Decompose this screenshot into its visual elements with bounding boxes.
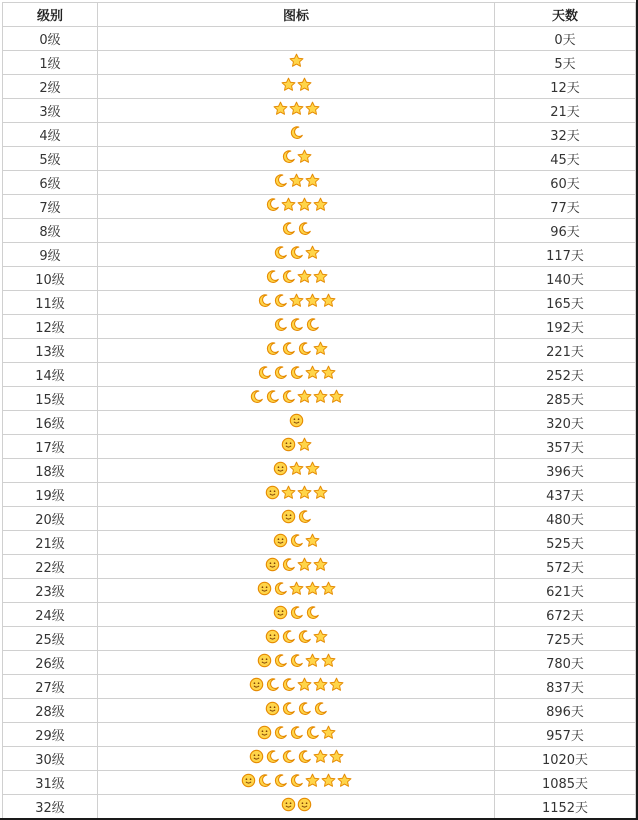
table-row bbox=[3, 195, 636, 219]
moon-icon bbox=[281, 629, 296, 644]
star-icon bbox=[313, 341, 328, 356]
table-row bbox=[3, 411, 636, 435]
icon-group bbox=[281, 149, 312, 165]
days-cell: 621天 bbox=[495, 579, 636, 603]
star-icon bbox=[305, 365, 320, 380]
star-icon bbox=[289, 581, 304, 596]
days-cell: 45天 bbox=[495, 147, 636, 171]
icon-group bbox=[273, 605, 320, 621]
star-icon bbox=[321, 773, 336, 788]
icon-cell bbox=[98, 699, 495, 723]
table-row bbox=[3, 483, 636, 507]
level-cell: 2级 bbox=[3, 75, 98, 99]
star-icon bbox=[273, 101, 288, 116]
level-cell: 18级 bbox=[3, 459, 98, 483]
icon-cell bbox=[98, 579, 495, 603]
star-icon bbox=[337, 773, 352, 788]
star-icon bbox=[297, 485, 312, 500]
icon-group bbox=[273, 245, 320, 261]
level-cell: 9级 bbox=[3, 243, 98, 267]
star-icon bbox=[313, 197, 328, 212]
star-icon bbox=[305, 461, 320, 476]
star-icon bbox=[329, 677, 344, 692]
star-icon bbox=[297, 197, 312, 212]
level-cell: 10级 bbox=[3, 267, 98, 291]
icon-cell bbox=[98, 459, 495, 483]
icon-group bbox=[265, 557, 328, 573]
icon-group bbox=[265, 197, 328, 213]
star-icon bbox=[297, 437, 312, 452]
moon-icon bbox=[273, 653, 288, 668]
level-cell: 8级 bbox=[3, 219, 98, 243]
icon-cell bbox=[98, 675, 495, 699]
moon-icon bbox=[281, 557, 296, 572]
star-icon bbox=[313, 749, 328, 764]
table-row bbox=[3, 387, 636, 411]
moon-icon bbox=[289, 725, 304, 740]
sun-icon bbox=[281, 797, 296, 812]
star-icon bbox=[289, 461, 304, 476]
level-cell: 32级 bbox=[3, 795, 98, 819]
level-cell: 28级 bbox=[3, 699, 98, 723]
level-cell: 5级 bbox=[3, 147, 98, 171]
star-icon bbox=[281, 485, 296, 500]
moon-icon bbox=[289, 773, 304, 788]
star-icon bbox=[329, 749, 344, 764]
star-icon bbox=[305, 581, 320, 596]
star-icon bbox=[305, 173, 320, 188]
moon-icon bbox=[297, 341, 312, 356]
days-cell: 221天 bbox=[495, 339, 636, 363]
icon-cell bbox=[98, 291, 495, 315]
level-cell: 1级 bbox=[3, 51, 98, 75]
icon-cell bbox=[98, 435, 495, 459]
days-cell: 725天 bbox=[495, 627, 636, 651]
icon-group bbox=[249, 749, 344, 765]
sun-icon bbox=[265, 701, 280, 716]
days-cell: 896天 bbox=[495, 699, 636, 723]
table-row bbox=[3, 723, 636, 747]
star-icon bbox=[305, 773, 320, 788]
star-icon bbox=[289, 173, 304, 188]
icon-group bbox=[273, 173, 320, 189]
table-row bbox=[3, 267, 636, 291]
level-cell: 21级 bbox=[3, 531, 98, 555]
sun-icon bbox=[281, 509, 296, 524]
icon-cell bbox=[98, 75, 495, 99]
icon-group bbox=[257, 725, 336, 741]
moon-icon bbox=[281, 749, 296, 764]
icon-group bbox=[273, 101, 320, 117]
icon-cell bbox=[98, 555, 495, 579]
icon-cell bbox=[98, 627, 495, 651]
header-level: 级别 bbox=[3, 3, 98, 27]
table-row bbox=[3, 699, 636, 723]
icon-group bbox=[257, 653, 336, 669]
table-row bbox=[3, 555, 636, 579]
icon-group bbox=[289, 413, 304, 429]
icon-group bbox=[281, 221, 312, 237]
moon-icon bbox=[281, 221, 296, 236]
sun-icon bbox=[257, 653, 272, 668]
table-row bbox=[3, 603, 636, 627]
sun-icon bbox=[297, 797, 312, 812]
table-row bbox=[3, 459, 636, 483]
table-row bbox=[3, 291, 636, 315]
moon-icon bbox=[273, 293, 288, 308]
moon-icon bbox=[273, 725, 288, 740]
icon-group bbox=[289, 53, 304, 69]
table-body bbox=[3, 27, 636, 819]
sun-icon bbox=[249, 749, 264, 764]
days-cell: 32天 bbox=[495, 123, 636, 147]
icon-group bbox=[273, 317, 320, 333]
moon-icon bbox=[273, 317, 288, 332]
star-icon bbox=[305, 245, 320, 260]
moon-icon bbox=[289, 365, 304, 380]
star-icon bbox=[305, 653, 320, 668]
icon-cell bbox=[98, 27, 495, 51]
days-cell: 357天 bbox=[495, 435, 636, 459]
star-icon bbox=[281, 197, 296, 212]
moon-icon bbox=[265, 749, 280, 764]
moon-icon bbox=[305, 317, 320, 332]
star-icon bbox=[305, 533, 320, 548]
level-cell: 7级 bbox=[3, 195, 98, 219]
icon-cell bbox=[98, 267, 495, 291]
icon-group bbox=[257, 365, 336, 381]
table-row bbox=[3, 51, 636, 75]
level-cell: 3级 bbox=[3, 99, 98, 123]
icon-cell bbox=[98, 507, 495, 531]
star-icon bbox=[297, 557, 312, 572]
moon-icon bbox=[289, 653, 304, 668]
icon-group bbox=[281, 77, 312, 93]
star-icon bbox=[297, 77, 312, 92]
days-cell: 165天 bbox=[495, 291, 636, 315]
days-cell: 572天 bbox=[495, 555, 636, 579]
icon-group bbox=[289, 125, 304, 141]
level-cell: 22级 bbox=[3, 555, 98, 579]
icon-cell bbox=[98, 99, 495, 123]
icon-cell bbox=[98, 171, 495, 195]
days-cell: 252天 bbox=[495, 363, 636, 387]
icon-group bbox=[257, 581, 336, 597]
moon-icon bbox=[289, 533, 304, 548]
moon-icon bbox=[289, 317, 304, 332]
days-cell: 780天 bbox=[495, 651, 636, 675]
level-cell: 24级 bbox=[3, 603, 98, 627]
icon-cell bbox=[98, 315, 495, 339]
level-cell: 6级 bbox=[3, 171, 98, 195]
icon-group bbox=[257, 293, 336, 309]
moon-icon bbox=[273, 365, 288, 380]
star-icon bbox=[313, 629, 328, 644]
icon-group bbox=[265, 269, 328, 285]
moon-icon bbox=[313, 701, 328, 716]
days-cell: 957天 bbox=[495, 723, 636, 747]
level-cell: 25级 bbox=[3, 627, 98, 651]
moon-icon bbox=[273, 173, 288, 188]
sun-icon bbox=[257, 725, 272, 740]
moon-icon bbox=[265, 269, 280, 284]
icon-cell bbox=[98, 51, 495, 75]
star-icon bbox=[321, 581, 336, 596]
table-row bbox=[3, 531, 636, 555]
moon-icon bbox=[297, 701, 312, 716]
icon-cell bbox=[98, 483, 495, 507]
moon-icon bbox=[289, 125, 304, 140]
icon-group bbox=[281, 509, 312, 525]
table-row bbox=[3, 219, 636, 243]
days-cell: 672天 bbox=[495, 603, 636, 627]
table-row bbox=[3, 171, 636, 195]
days-cell: 5天 bbox=[495, 51, 636, 75]
icon-cell bbox=[98, 771, 495, 795]
moon-icon bbox=[257, 773, 272, 788]
icon-group bbox=[281, 797, 312, 813]
icon-cell bbox=[98, 795, 495, 819]
moon-icon bbox=[297, 629, 312, 644]
header-row bbox=[3, 3, 636, 27]
star-icon bbox=[313, 269, 328, 284]
icon-cell bbox=[98, 147, 495, 171]
sun-icon bbox=[241, 773, 256, 788]
icon-cell bbox=[98, 651, 495, 675]
level-cell: 23级 bbox=[3, 579, 98, 603]
days-cell: 21天 bbox=[495, 99, 636, 123]
icon-cell bbox=[98, 531, 495, 555]
table-row bbox=[3, 675, 636, 699]
table-row bbox=[3, 747, 636, 771]
icon-cell bbox=[98, 723, 495, 747]
level-cell: 20级 bbox=[3, 507, 98, 531]
icon-group bbox=[265, 629, 328, 645]
table-row bbox=[3, 243, 636, 267]
moon-icon bbox=[257, 365, 272, 380]
icon-cell bbox=[98, 195, 495, 219]
level-cell: 29级 bbox=[3, 723, 98, 747]
star-icon bbox=[305, 101, 320, 116]
moon-icon bbox=[289, 245, 304, 260]
table-row bbox=[3, 75, 636, 99]
sun-icon bbox=[289, 413, 304, 428]
days-cell: 1085天 bbox=[495, 771, 636, 795]
level-cell: 11级 bbox=[3, 291, 98, 315]
star-icon bbox=[305, 293, 320, 308]
icon-cell bbox=[98, 339, 495, 363]
moon-icon bbox=[273, 581, 288, 596]
sun-icon bbox=[265, 629, 280, 644]
moon-icon bbox=[297, 509, 312, 524]
moon-icon bbox=[281, 269, 296, 284]
level-cell: 19级 bbox=[3, 483, 98, 507]
days-cell: 0天 bbox=[495, 27, 636, 51]
star-icon bbox=[313, 557, 328, 572]
level-cell: 31级 bbox=[3, 771, 98, 795]
moon-icon bbox=[281, 701, 296, 716]
sun-icon bbox=[265, 557, 280, 572]
sun-icon bbox=[249, 677, 264, 692]
days-cell: 396天 bbox=[495, 459, 636, 483]
days-cell: 1020天 bbox=[495, 747, 636, 771]
moon-icon bbox=[273, 245, 288, 260]
table-row bbox=[3, 771, 636, 795]
icon-cell bbox=[98, 603, 495, 627]
moon-icon bbox=[297, 221, 312, 236]
icon-group bbox=[265, 485, 328, 501]
level-cell: 15级 bbox=[3, 387, 98, 411]
level-cell: 13级 bbox=[3, 339, 98, 363]
days-cell: 1152天 bbox=[495, 795, 636, 819]
days-cell: 285天 bbox=[495, 387, 636, 411]
star-icon bbox=[297, 389, 312, 404]
icon-cell bbox=[98, 123, 495, 147]
icon-cell bbox=[98, 243, 495, 267]
star-icon bbox=[313, 677, 328, 692]
days-cell: 320天 bbox=[495, 411, 636, 435]
header-icon: 图标 bbox=[98, 3, 495, 27]
star-icon bbox=[281, 77, 296, 92]
star-icon bbox=[313, 485, 328, 500]
star-icon bbox=[321, 725, 336, 740]
icon-group bbox=[273, 461, 320, 477]
icon-group bbox=[281, 437, 312, 453]
icon-group bbox=[241, 773, 352, 789]
icon-group bbox=[249, 389, 344, 405]
table-row bbox=[3, 123, 636, 147]
star-icon bbox=[289, 101, 304, 116]
star-icon bbox=[289, 53, 304, 68]
level-cell: 12级 bbox=[3, 315, 98, 339]
star-icon bbox=[297, 677, 312, 692]
days-cell: 96天 bbox=[495, 219, 636, 243]
header-days: 天数 bbox=[495, 3, 636, 27]
icon-cell bbox=[98, 363, 495, 387]
sun-icon bbox=[281, 437, 296, 452]
star-icon bbox=[313, 389, 328, 404]
level-cell: 4级 bbox=[3, 123, 98, 147]
sun-icon bbox=[273, 533, 288, 548]
star-icon bbox=[321, 293, 336, 308]
days-cell: 525天 bbox=[495, 531, 636, 555]
moon-icon bbox=[273, 773, 288, 788]
table-row bbox=[3, 27, 636, 51]
moon-icon bbox=[265, 389, 280, 404]
days-cell: 12天 bbox=[495, 75, 636, 99]
table-row bbox=[3, 507, 636, 531]
moon-icon bbox=[281, 149, 296, 164]
level-table bbox=[2, 2, 636, 819]
sun-icon bbox=[265, 485, 280, 500]
icon-group bbox=[249, 677, 344, 693]
star-icon bbox=[297, 269, 312, 284]
moon-icon bbox=[257, 293, 272, 308]
level-cell: 0级 bbox=[3, 27, 98, 51]
icon-cell bbox=[98, 411, 495, 435]
table-row bbox=[3, 315, 636, 339]
icon-group bbox=[273, 533, 320, 549]
moon-icon bbox=[265, 197, 280, 212]
moon-icon bbox=[297, 749, 312, 764]
table-row bbox=[3, 579, 636, 603]
moon-icon bbox=[305, 605, 320, 620]
days-cell: 192天 bbox=[495, 315, 636, 339]
table-row bbox=[3, 339, 636, 363]
star-icon bbox=[289, 293, 304, 308]
level-cell: 27级 bbox=[3, 675, 98, 699]
moon-icon bbox=[281, 341, 296, 356]
icon-cell bbox=[98, 747, 495, 771]
star-icon bbox=[321, 653, 336, 668]
moon-icon bbox=[281, 389, 296, 404]
star-icon bbox=[321, 365, 336, 380]
sun-icon bbox=[273, 605, 288, 620]
days-cell: 437天 bbox=[495, 483, 636, 507]
table-row bbox=[3, 363, 636, 387]
moon-icon bbox=[281, 677, 296, 692]
table-row bbox=[3, 627, 636, 651]
level-cell: 26级 bbox=[3, 651, 98, 675]
star-icon bbox=[329, 389, 344, 404]
table-row bbox=[3, 147, 636, 171]
table-row bbox=[3, 435, 636, 459]
days-cell: 480天 bbox=[495, 507, 636, 531]
days-cell: 60天 bbox=[495, 171, 636, 195]
icon-cell bbox=[98, 219, 495, 243]
sun-icon bbox=[257, 581, 272, 596]
level-cell: 30级 bbox=[3, 747, 98, 771]
days-cell: 77天 bbox=[495, 195, 636, 219]
level-cell: 16级 bbox=[3, 411, 98, 435]
icon-cell bbox=[98, 387, 495, 411]
table-row bbox=[3, 651, 636, 675]
days-cell: 140天 bbox=[495, 267, 636, 291]
moon-icon bbox=[289, 605, 304, 620]
moon-icon bbox=[249, 389, 264, 404]
table-row bbox=[3, 795, 636, 819]
icon-group bbox=[265, 341, 328, 357]
moon-icon bbox=[305, 725, 320, 740]
sun-icon bbox=[273, 461, 288, 476]
star-icon bbox=[297, 149, 312, 164]
moon-icon bbox=[265, 677, 280, 692]
icon-group bbox=[265, 701, 328, 717]
table-row bbox=[3, 99, 636, 123]
days-cell: 837天 bbox=[495, 675, 636, 699]
level-cell: 14级 bbox=[3, 363, 98, 387]
moon-icon bbox=[265, 341, 280, 356]
level-cell: 17级 bbox=[3, 435, 98, 459]
days-cell: 117天 bbox=[495, 243, 636, 267]
